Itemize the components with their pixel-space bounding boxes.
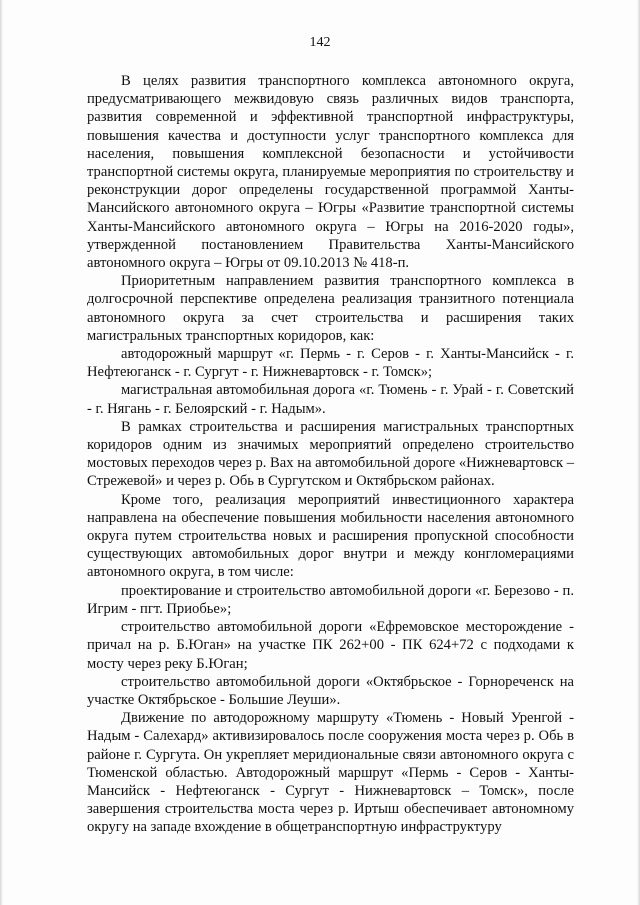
paragraph: строительство автомобильной дороги «Ефремовское месторождение - причал на р. Б.Юган» на участке ПК 262+00 - ПК 624+72 с подходами к мосту через реку Б.Юган; — [87, 619, 574, 672]
body-text — [87, 72, 574, 837]
paragraph: В целях развития транспортного комплекса автономного округа, предусматривающего межвидовую связь различных видов транспорта, развития современной и эффективной транспортной инфраструктуры, повышения качества и доступности услуг транспортного комплекса для населения, повышения комплексной безопасности и устойчивости транспортной системы округа, планируемые мероприятия по строительству и реконструкции дорог определены государственной программой Ханты-Мансийского автономного округа – Югры «Развитие транспортной системы Ханты-Мансийского автономного округа – Югры на 2016-2020 годы», утвержденной постановлением Правительства Ханты-Мансийского автономного округа – Югры от 09.10.2013 № 418-п. — [87, 73, 574, 272]
paragraph: Кроме того, реализация мероприятий инвестиционного характера направлена на обеспечение повышения мобильности населения автономного округа путем строительства новых и расширения пропускной способности существующих автомобильных дорог внутри и между конгломерациями автономного округа, в том числе: — [87, 491, 574, 581]
paragraph: В рамках строительства и расширения магистральных транспортных коридоров одним из значимых мероприятий определено строительство мостовых переходов через р. Вах на автомобильной дороге «Нижневартовск – Стрежевой» и через р. Обь в Сургутском и Октябрьском районах. — [87, 418, 574, 490]
paragraph: Движение по автодорожному маршруту «Тюмень - Новый Уренгой - Надым - Салехард» активизировалось после сооружения моста через р. Обь в районе г. Сургута. Он укрепляет меридиональные связи автономного округа с Тюменской областью. Автодорожный маршрут «Пермь - Серов - Ханты-Мансийск - Нефтеюганск - Сургут - Нижневартовск – Томск», после завершения строительства моста через р. Иртыш обеспечивает автономному округу на западе вхождение в общетранспортную инфраструктуру — [87, 710, 574, 836]
paragraph: магистральная автомобильная дорога «г. Тюмень - г. Урай - г. Советский - г. Нягань - г. Белоярский - г. Надым». — [87, 382, 574, 417]
page-number: 142 — [309, 35, 331, 50]
paragraph: строительство автомобильной дороги «Октябрьское - Горнореченск на участке Октябрьское - Большие Леуши». — [87, 673, 574, 708]
scan-edge-left — [0, 0, 3, 905]
paragraph: автодорожный маршрут «г. Пермь - г. Серов - г. Ханты-Мансийск - г. Нефтеюганск - г. Сургут - г. Нижневартовск - г. Томск»; — [87, 346, 574, 381]
paragraph: Приоритетным направлением развития транспортного комплекса в долгосрочной перспективе определена реализация транзитного потенциала автономного округа за счет строительства и расширения таких магистральных транспортных коридоров, как: — [87, 273, 574, 344]
paragraph: проектирование и строительство автомобильной дороги «г. Березово - п. Игрим - пгт. Приобье»; — [87, 582, 574, 617]
